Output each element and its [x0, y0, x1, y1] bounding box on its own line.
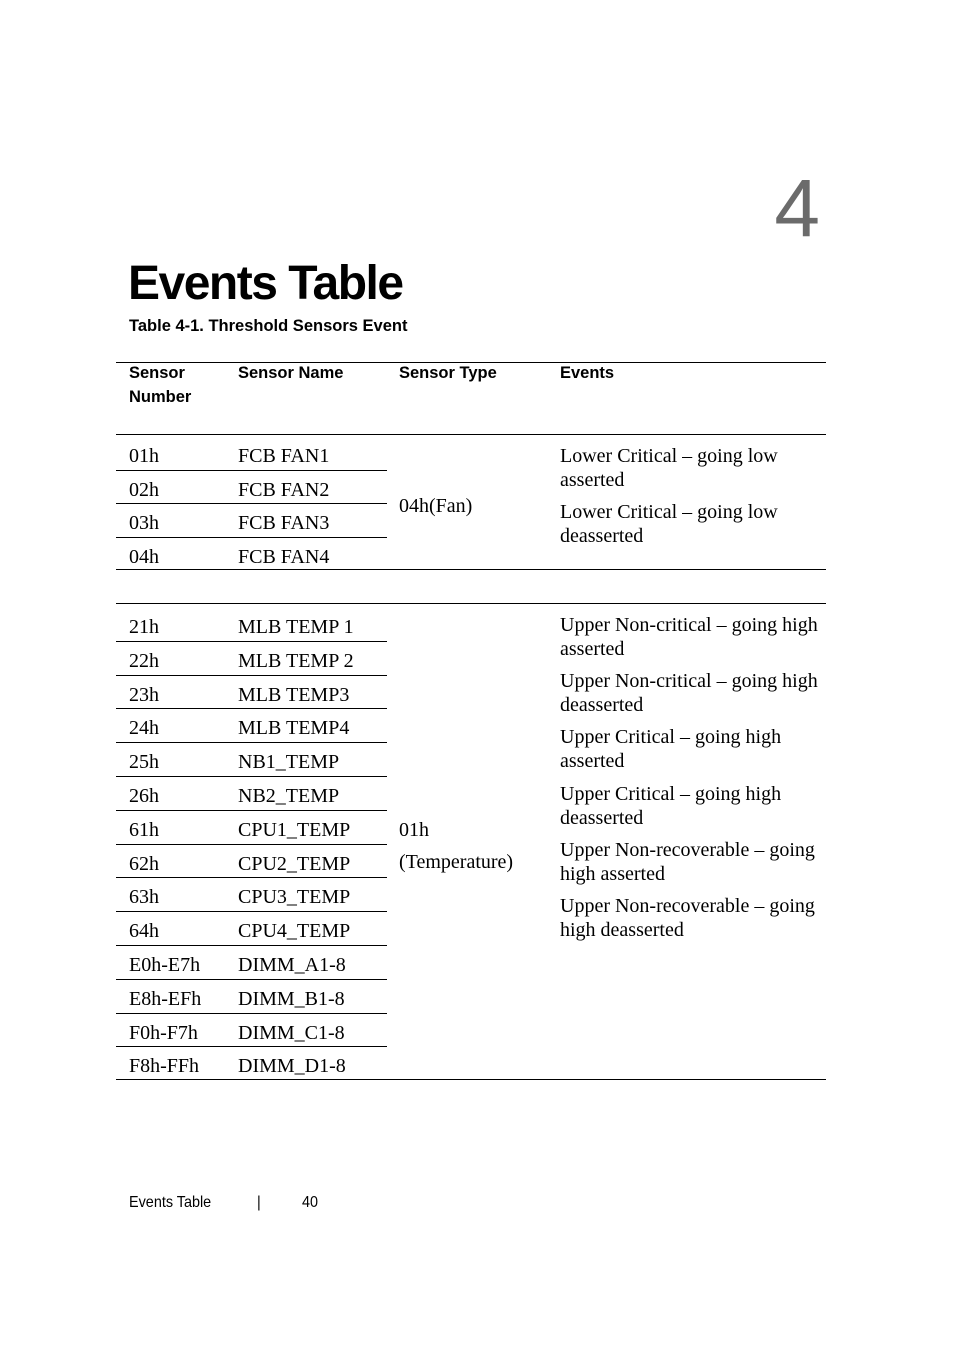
sensor-name-cell: DIMM_B1-8 [238, 987, 345, 1010]
sensor-name-cell: DIMM_D1-8 [238, 1055, 346, 1078]
row-divider [116, 844, 387, 845]
sensor-name-cell: DIMM_A1-8 [238, 954, 346, 976]
sensor-name-cell: DIMM_C1-8 [238, 1021, 345, 1044]
event-item: Upper Non-critical – going high deasserted [560, 670, 818, 717]
row-divider [116, 708, 387, 709]
sensor-name-cell: CPU2_TEMP [238, 852, 351, 875]
table-caption: Table 4-1. Threshold Sensors Event [129, 317, 408, 335]
row-divider [116, 877, 387, 878]
event-item: Upper Critical – going high deasserted [560, 782, 782, 829]
row-divider [116, 470, 387, 471]
sensor-name-cell: MLB TEMP4 [238, 717, 350, 740]
sensor-number-cell: 23h [129, 683, 159, 706]
sensor-number-cell: 04h [129, 545, 159, 568]
temp-group-top-rule [116, 603, 826, 604]
header-sensor-name: Sensor Name [238, 364, 344, 382]
row-divider [116, 911, 387, 912]
header-events: Events [560, 364, 615, 382]
sensor-number-cell: 02h [129, 478, 159, 501]
footer-section: Events Table [129, 1194, 212, 1211]
row-divider [116, 945, 387, 946]
sensor-name-cell: CPU1_TEMP [238, 818, 351, 841]
fan-sensor-type: 04h(Fan) [399, 495, 473, 517]
row-divider [116, 1046, 387, 1047]
sensor-number-cell: 61h [129, 818, 159, 841]
row-divider [116, 537, 387, 538]
table-bottom-rule [116, 1079, 826, 1080]
event-item: Upper Critical – going high asserted [560, 726, 782, 773]
temp-sensor-type-label: (Temperature) [399, 851, 514, 873]
sensor-name-cell: FCB FAN3 [238, 512, 330, 534]
sensor-number-cell: 64h [129, 920, 159, 943]
footer-separator: | [257, 1194, 261, 1211]
row-divider [116, 742, 387, 743]
sensor-name-cell: NB1_TEMP [238, 751, 340, 774]
event-item: Upper Non-recoverable – going high deasserted [560, 895, 815, 941]
sensor-name-cell: FCB FAN1 [238, 445, 330, 467]
sensor-number-cell: 26h [129, 785, 159, 807]
sensor-name-cell: FCB FAN4 [238, 545, 330, 568]
row-divider [116, 979, 387, 980]
header-sensor-number: Sensor Number [129, 364, 192, 406]
sensor-number-cell: 01h [129, 445, 159, 467]
sensor-number-cell: E0h-E7h [129, 954, 201, 976]
sensor-number-cell: 22h [129, 649, 159, 672]
sensor-number-cell: F8h-FFh [129, 1055, 200, 1078]
row-divider [116, 810, 387, 811]
row-divider [116, 641, 387, 642]
page-title: Events Table [128, 257, 403, 310]
sensor-number-cell: F0h-F7h [129, 1021, 198, 1044]
fan-group-bottom-rule [116, 569, 826, 570]
header-sensor-type: Sensor Type [399, 364, 497, 382]
sensor-number-cell: E8h-EFh [129, 987, 202, 1010]
sensor-name-cell: CPU3_TEMP [238, 886, 351, 909]
temp-sensor-type-code: 01h [399, 819, 429, 841]
chapter-number: 4 [774, 163, 820, 254]
sensor-number-cell: 21h [129, 616, 159, 638]
sensor-name-cell: MLB TEMP 2 [238, 649, 354, 672]
sensor-name-cell: FCB FAN2 [238, 478, 330, 501]
sensor-number-cell: 24h [129, 717, 159, 740]
sensor-name-cell: MLB TEMP 1 [238, 616, 354, 638]
event-item: Upper Non-critical – going high asserted [560, 614, 818, 660]
sensor-number-cell: 63h [129, 886, 159, 909]
sensor-number-cell: 62h [129, 852, 159, 875]
sensor-number-cell: 25h [129, 751, 159, 774]
sensor-name-cell: MLB TEMP3 [238, 683, 350, 706]
row-divider [116, 776, 387, 777]
row-divider [116, 1013, 387, 1014]
header-bottom-rule [116, 434, 826, 435]
event-item: Lower Critical – going low asserted [560, 445, 778, 491]
sensor-number-cell: 03h [129, 512, 159, 534]
sensor-name-cell: CPU4_TEMP [238, 920, 351, 943]
event-item: Lower Critical – going low deasserted [560, 501, 778, 547]
row-divider [116, 675, 387, 676]
event-item: Upper Non-recoverable – going high asserted [560, 838, 815, 885]
footer-page-number: 40 [302, 1194, 319, 1211]
row-divider [116, 503, 387, 504]
sensor-name-cell: NB2_TEMP [238, 785, 340, 807]
